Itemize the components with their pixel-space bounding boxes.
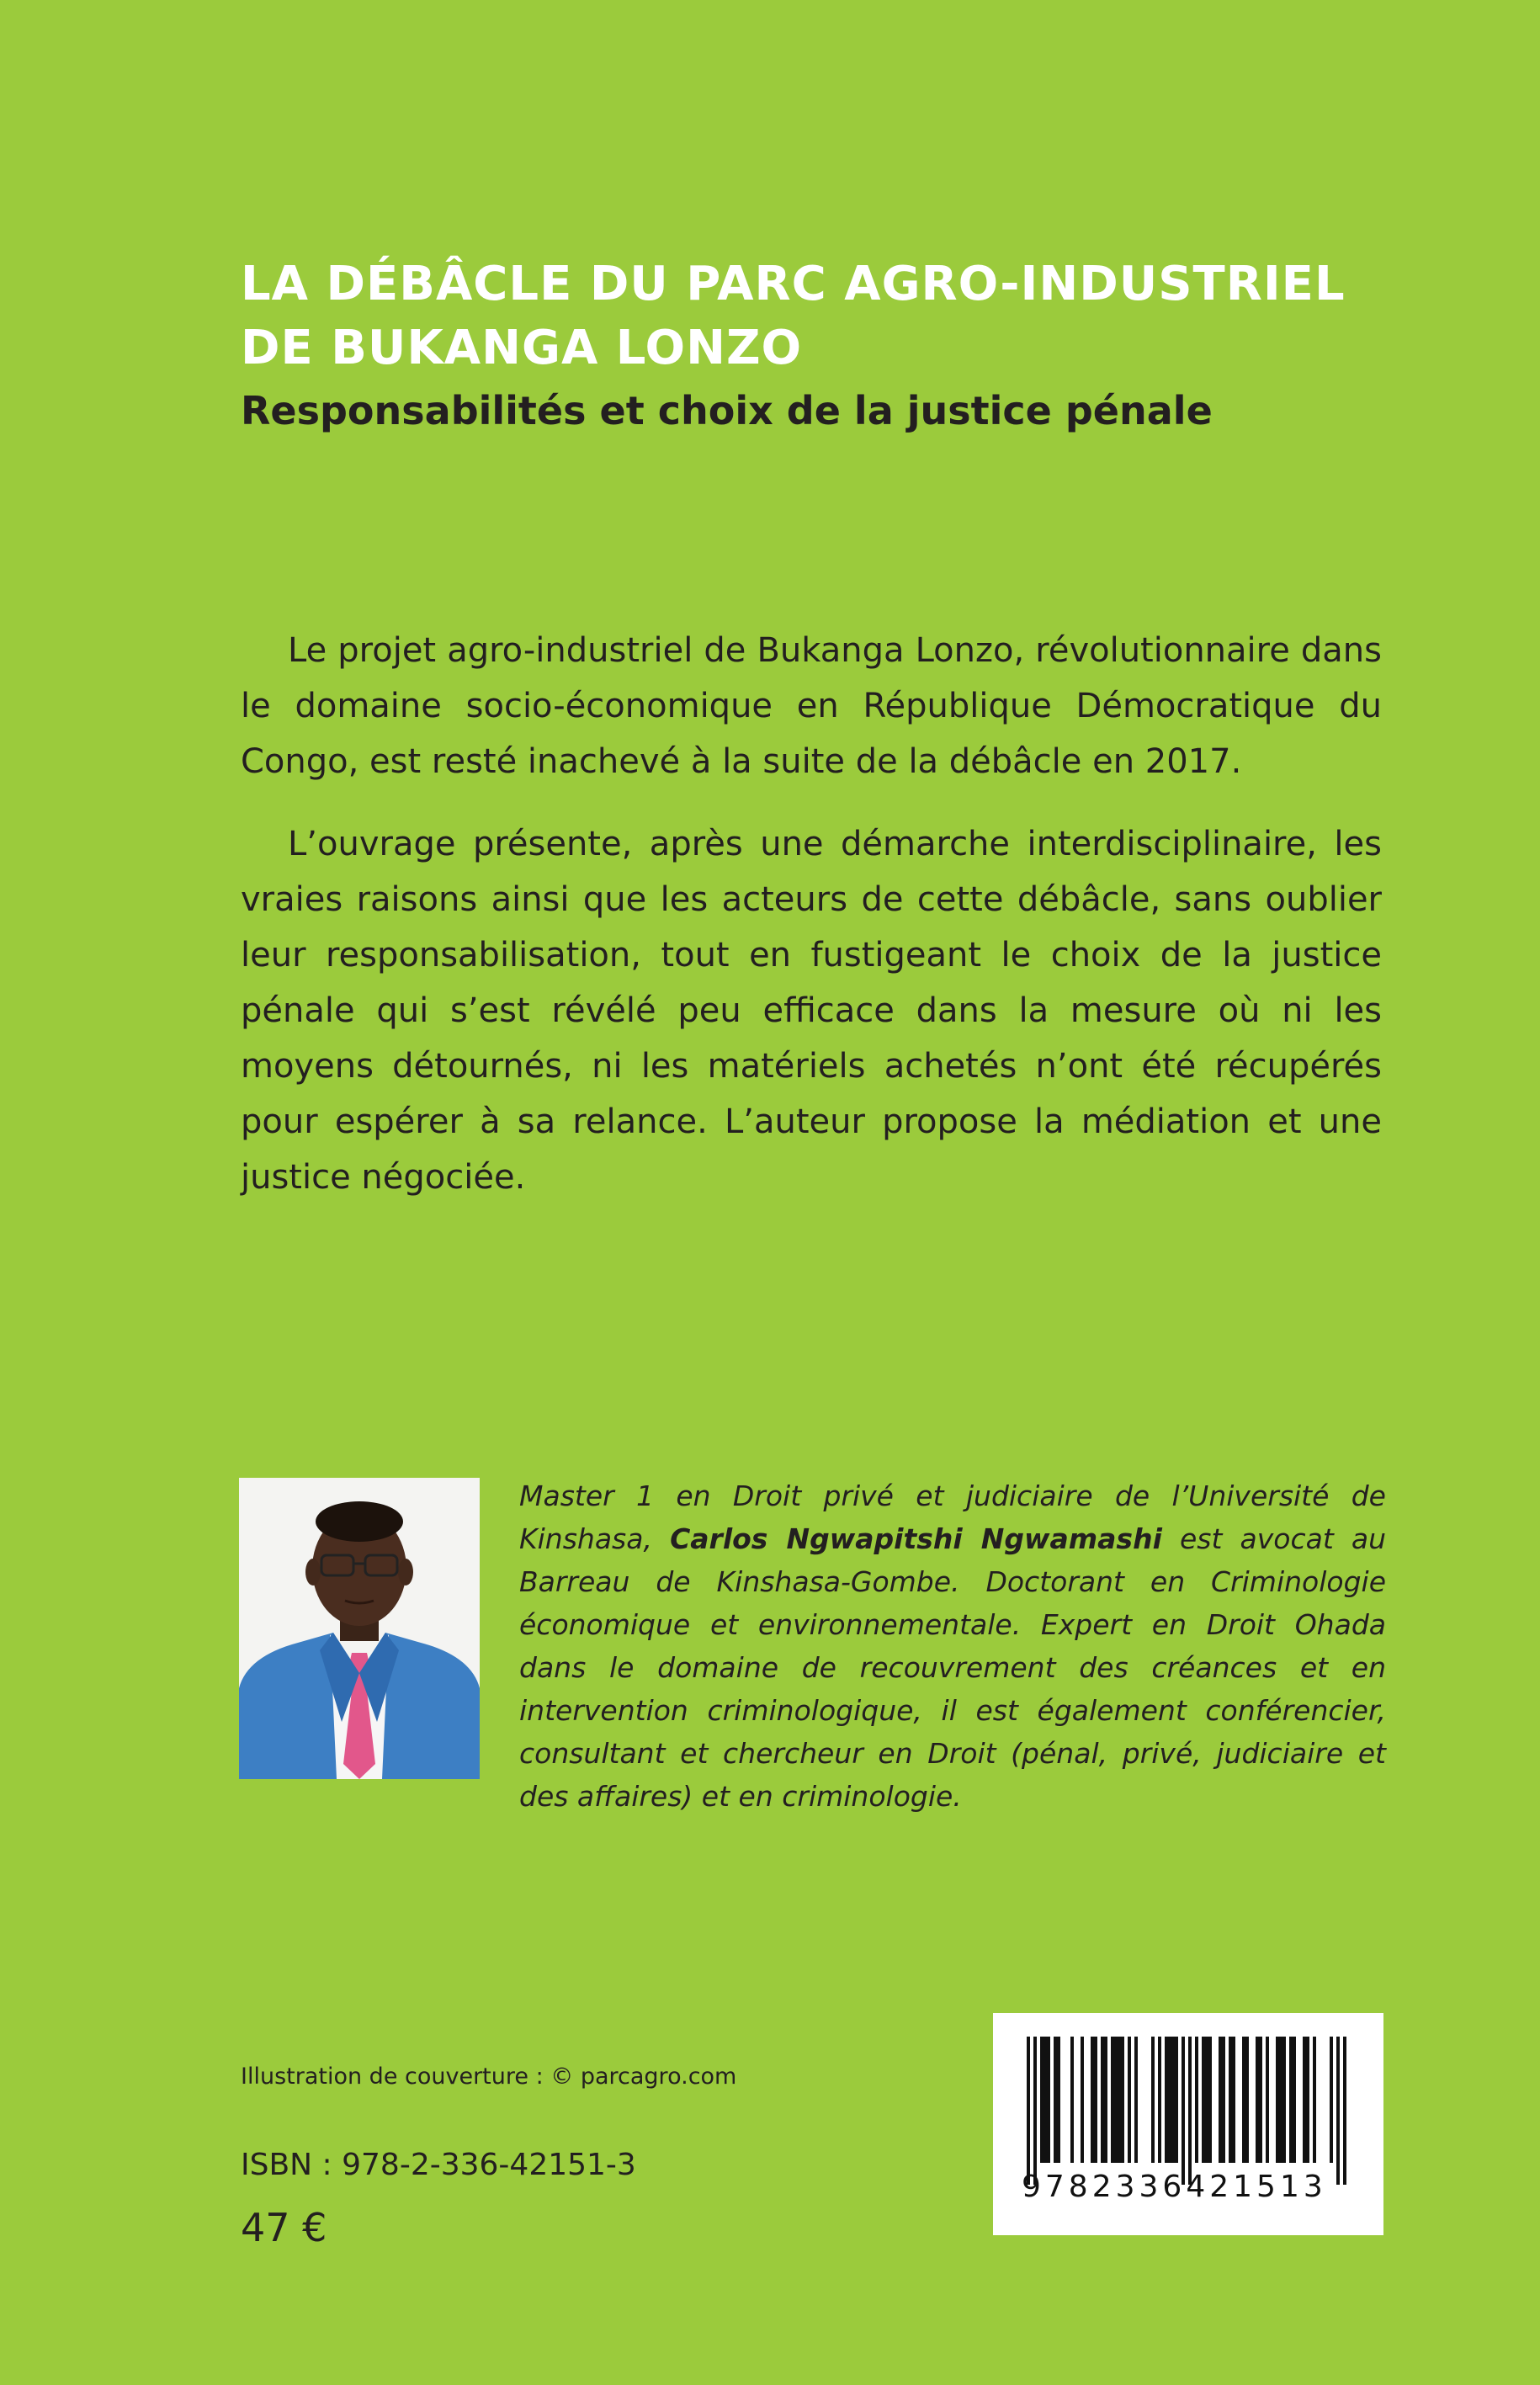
author-photo [239, 1478, 480, 1779]
barcode-bar [1282, 2037, 1286, 2163]
barcode-bar [1101, 2037, 1104, 2163]
barcode-bar [1165, 2037, 1168, 2163]
barcode-bar [1033, 2037, 1037, 2185]
barcode-bar [1229, 2037, 1232, 2163]
book-title [241, 252, 1419, 380]
barcode-bar [1195, 2037, 1198, 2163]
barcode-bar [1104, 2037, 1107, 2163]
barcode-bar [1091, 2037, 1094, 2163]
barcode-bar [1232, 2037, 1235, 2163]
author-bio-details: est avocat au Barreau de Kinshasa-Gombe. Doctorant en Criminologie économique et environnementale. Expert en Droit Ohada dans le domaine de recouvrement des créances et en intervention criminologique, il est également conférencier, consultant et chercheur en Droit (pénal, privé, judiciaire et des affaires) et en criminologie. [519, 1522, 1386, 1813]
author-bio [519, 1474, 1386, 1818]
barcode-digits: 9782336421513 [1022, 2170, 1327, 2204]
barcode-bar [1219, 2037, 1222, 2163]
barcode-bar [1114, 2037, 1118, 2163]
barcode-bar [1111, 2037, 1114, 2163]
barcode-bar [1121, 2037, 1124, 2163]
barcode-bar [1158, 2037, 1161, 2163]
barcode-bar [1205, 2037, 1208, 2163]
barcode-bar [1040, 2037, 1043, 2163]
barcode-bar [1330, 2037, 1333, 2163]
barcode-bar [1279, 2037, 1282, 2163]
barcode [993, 2013, 1383, 2235]
barcode-bar [1343, 2037, 1346, 2185]
barcode-bar [1259, 2037, 1262, 2163]
barcode-bar [1256, 2037, 1259, 2163]
barcode-bar [1313, 2037, 1316, 2163]
barcode-bar [1081, 2037, 1084, 2163]
barcode-bar [1222, 2037, 1225, 2163]
price-label: 47 € [241, 2205, 327, 2250]
barcode-bar [1151, 2037, 1155, 2163]
barcode-bar [1303, 2037, 1306, 2163]
barcode-bar [1047, 2037, 1050, 2163]
summary-paragraph-1: Le projet agro-industriel de Bukanga Lonzo, révolutionnaire dans le domaine socio-économique en République Démocratique du Congo, est resté inachevé à la suite de la débâcle en 2017. [241, 631, 1382, 781]
barcode-bar [1293, 2037, 1296, 2163]
barcode-bar [1208, 2037, 1212, 2163]
summary-text [241, 623, 1382, 1232]
barcode-bar [1266, 2037, 1269, 2163]
barcode-bar [1202, 2037, 1205, 2163]
barcode-bar [1245, 2037, 1249, 2163]
barcode-bar [1168, 2037, 1171, 2163]
barcode-bar [1242, 2037, 1245, 2163]
barcode-bar [1306, 2037, 1309, 2163]
barcode-bar [1054, 2037, 1057, 2163]
barcode-bar [1118, 2037, 1121, 2163]
barcode-bar [1171, 2037, 1175, 2163]
summary-paragraph-2: L’ouvrage présente, après une démarche interdisciplinaire, les vraies raisons ainsi que les acteurs de cette débâcle, sans oublier leur responsabilisation, tout en fustigeant le choix de la justice pénale qui s’est révélé peu efficace dans la mesure où ni les moyens détournés, ni les matériels achetés n’ont été récupérés pour espérer à sa relance. L’auteur propose la médiation et une justice négociée. [241, 825, 1382, 1197]
barcode-bar [1043, 2037, 1047, 2163]
barcode-bar [1094, 2037, 1097, 2163]
barcode-bar [1128, 2037, 1131, 2163]
barcode-bar [1276, 2037, 1279, 2163]
barcode-bar [1188, 2037, 1192, 2185]
book-subtitle: Responsabilités et choix de la justice pénale [241, 388, 1213, 433]
barcode-bar [1134, 2037, 1138, 2163]
barcode-bar [1289, 2037, 1293, 2163]
barcode-bar [1027, 2037, 1030, 2185]
book-title-line-2: DE BUKANGA LONZO [241, 321, 803, 375]
barcode-bar [1175, 2037, 1178, 2163]
book-title-line-1: LA DÉBÂCLE DU PARC AGRO-INDUSTRIEL [241, 257, 1346, 311]
author-name: Carlos Ngwapitshi Ngwamashi [670, 1522, 1162, 1555]
barcode-bar [1336, 2037, 1340, 2185]
barcode-bar [1070, 2037, 1074, 2163]
author-bio-intro: Master 1 en Droit privé et judiciaire de l’Université de Kinshasa, [519, 1479, 1386, 1555]
cover-credit: Illustration de couverture : © parcagro.com [241, 2064, 737, 2090]
barcode-bar [1057, 2037, 1060, 2163]
barcode-bar [1182, 2037, 1185, 2185]
author-portrait-illustration [239, 1478, 480, 1779]
isbn-label: ISBN : 978-2-336-42151-3 [241, 2148, 636, 2182]
